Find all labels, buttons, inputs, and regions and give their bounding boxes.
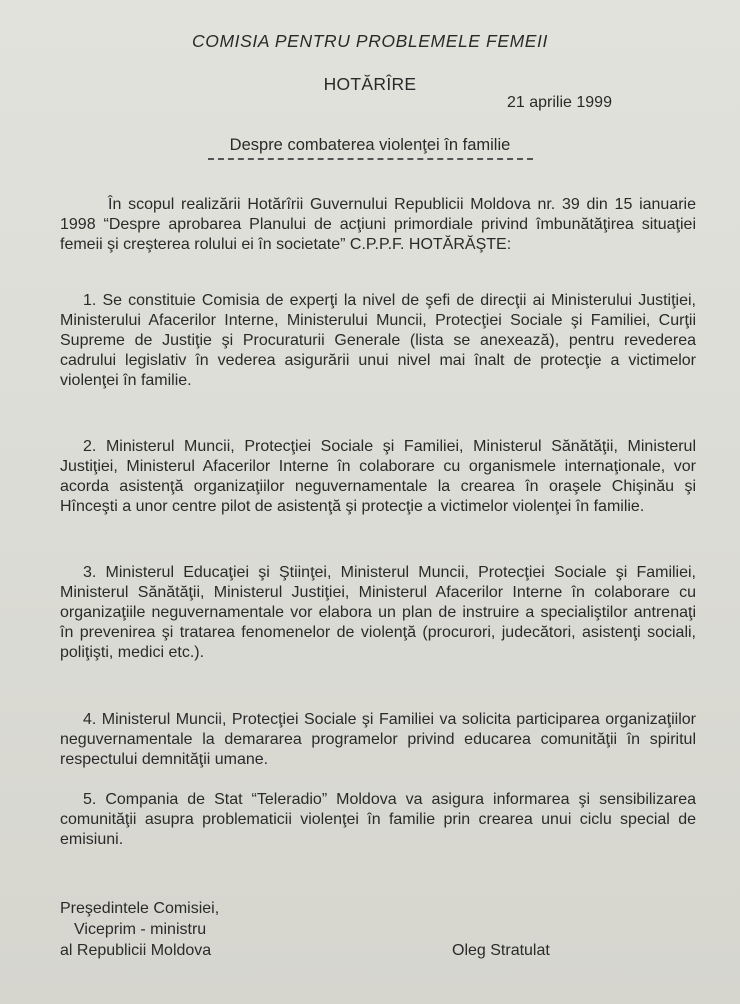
point-4: 4. Ministerul Muncii, Protecţiei Sociale şi Familiei va solicita participarea organizaţiilor neguvernamentale la demararea programelor privind educarea comunităţii în spiritul respectului demnităţii umane.: [60, 711, 696, 768]
document-date: 21 aprilie 1999: [507, 94, 612, 111]
document-subject: Despre combaterea violenţei în familie: [229, 136, 511, 154]
signatory-position: Viceprim - ministru: [74, 921, 207, 938]
document-type: HOTĂRÎRE: [323, 74, 417, 94]
point-1: 1. Se constituie Comisia de experţi la nivel de şefi de direcţii ai Ministerului Justiţiei, Ministerului Afacerilor Interne, Ministerului Muncii, Protecţiei Sociale şi Familiei, Curţii Supreme de Justiţie şi Procuraturii Generale (lista se anexează), pentru revederea cadrului legislativ în vederea asigurării unui nivel mai înalt de protecţie a victimelor violenţei în familie.: [60, 292, 696, 389]
signatory-name: Oleg Stratulat: [452, 942, 550, 959]
organization-heading: COMISIA PENTRU PROBLEMELE FEMEII: [192, 31, 548, 51]
subject-divider: [208, 158, 533, 160]
point-2: 2. Ministerul Muncii, Protecţiei Sociale şi Familiei, Ministerul Sănătăţii, Ministerul Justiţiei, Ministerul Afacerilor Interne în colaborare cu organismele internaţionale, vor acorda asistenţă organizaţiilor neguvernamentale la crearea în oraşele Chişinău şi Hînceşti a unor centre pilot de asistenţă şi protecţie a victimelor violenţei în familie.: [60, 438, 696, 515]
preamble-paragraph: În scopul realizării Hotărîrii Guvernului Republicii Moldova nr. 39 din 15 ianuarie 1998 “Despre aprobarea Planului de acţiuni primordiale privind îmbunătăţirea situaţiei femeii şi creşterea rolului ei în societate” C.P.P.F. HOTĂRĂŞTE:: [60, 196, 696, 253]
point-5: 5. Compania de Stat “Teleradio” Moldova va asigura informarea şi sensibilizarea comunităţii asupra problematicii violenţei în familie prin crearea unui ciclu special de emisiuni.: [60, 791, 696, 848]
signatory-country: al Republicii Moldova: [60, 942, 212, 959]
signatory-title: Preşedintele Comisiei,: [60, 900, 220, 917]
point-3: 3. Ministerul Educaţiei şi Ştiinţei, Ministerul Muncii, Protecţiei Sociale şi Familiei, Ministerul Sănătăţii, Ministerul Justiţiei, Ministerul Afacerilor Interne în colaborare cu organizaţiile neguvernamentale vor elabora un plan de instruire a specialiştilor antrenaţi în prevenirea şi tratarea fenomenelor de violenţă (procurori, judecători, asistenţi sociali, poliţişti, medici etc.).: [60, 564, 696, 661]
